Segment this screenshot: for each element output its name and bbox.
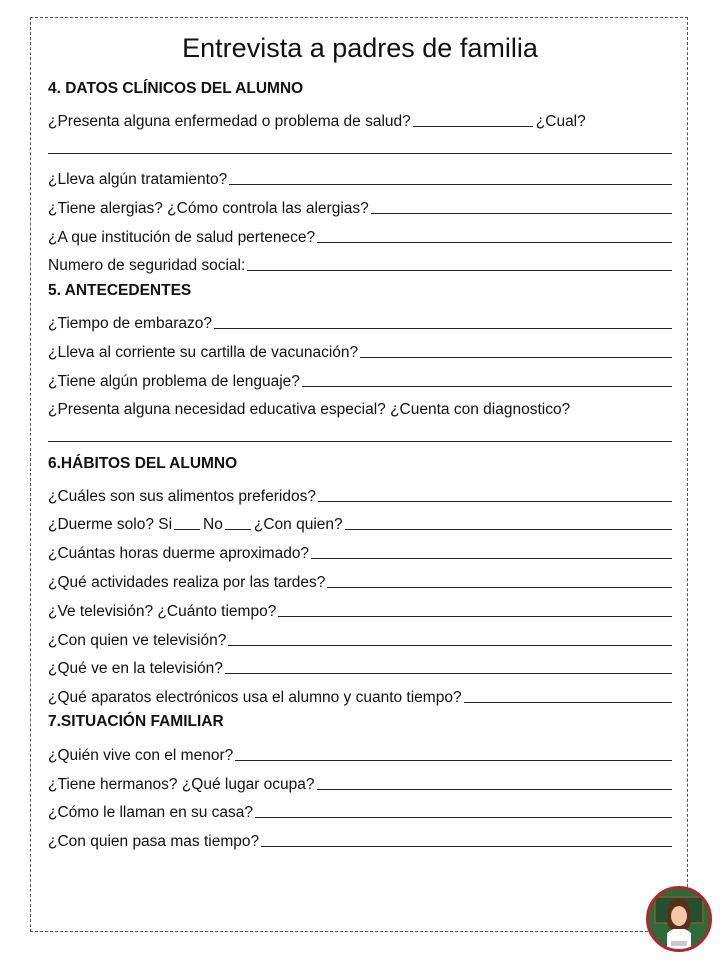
answer-blank[interactable] <box>255 817 672 818</box>
question-lenguaje <box>48 367 672 391</box>
question-label: ¿Qué actividades realiza por las tardes? <box>48 574 326 591</box>
question-label: ¿Cuántas horas duerme aproximado? <box>48 545 310 562</box>
question-llaman <box>48 798 672 822</box>
answer-blank[interactable] <box>229 184 672 185</box>
answer-blank[interactable] <box>317 789 672 790</box>
question-label: ¿Qué aparatos electrónicos usa el alumno y cuanto tiempo? <box>48 689 462 706</box>
section-situacion-familiar: 7.SITUACIÓN FAMILIAR <box>48 713 224 730</box>
answer-blank[interactable] <box>225 673 672 674</box>
question-label: ¿Con quien pasa mas tiempo? <box>48 833 260 850</box>
teacher-avatar-icon <box>649 889 709 949</box>
answer-blank-no[interactable] <box>225 529 251 530</box>
question-label: ¿Cuáles son sus alimentos preferidos? <box>48 488 316 505</box>
question-label: ¿Tiene algún problema de lenguaje? <box>48 373 300 390</box>
question-alimentos <box>48 482 672 506</box>
question-aparatos <box>48 683 672 707</box>
question-institucion <box>48 223 672 247</box>
question-label: ¿Presenta alguna necesidad educativa especial? ¿Cuenta con diagnostico? <box>48 401 571 418</box>
question-label: ¿Cual? <box>535 113 586 130</box>
question-television <box>48 597 672 621</box>
question-mas-tiempo <box>48 827 672 851</box>
question-label: ¿Qué ve en la televisión? <box>48 660 223 677</box>
question-label: ¿Con quien ve televisión? <box>48 632 227 649</box>
answer-blank[interactable] <box>317 242 672 243</box>
answer-blank[interactable] <box>413 126 533 127</box>
question-label: ¿Cómo le llaman en su casa? <box>48 804 254 821</box>
question-label: Numero de seguridad social: <box>48 257 246 274</box>
question-embarazo <box>48 309 672 333</box>
answer-blank[interactable] <box>327 587 672 588</box>
question-label: ¿Con quien? <box>253 516 343 533</box>
question-horas-sueno <box>48 539 672 563</box>
question-label: ¿Ve televisión? ¿Cuánto tiempo? <box>48 603 277 620</box>
answer-blank[interactable] <box>318 501 672 502</box>
question-label: ¿Duerme solo? Si <box>48 516 173 533</box>
answer-blank[interactable] <box>302 386 672 387</box>
section-antecedentes: 5. ANTECEDENTES <box>48 282 192 299</box>
question-hermanos <box>48 770 672 794</box>
answer-blank[interactable] <box>278 616 672 617</box>
answer-blank[interactable] <box>464 702 672 703</box>
answer-blank[interactable] <box>214 328 672 329</box>
question-label: ¿Lleva algún tratamiento? <box>48 171 228 188</box>
question-label: ¿Tiene alergias? ¿Cómo controla las alergias? <box>48 200 369 217</box>
question-label: ¿A que institución de salud pertenece? <box>48 229 316 246</box>
question-label: ¿Quién vive con el menor? <box>48 747 234 764</box>
answer-blank[interactable] <box>228 645 672 646</box>
question-duerme-solo <box>48 510 672 534</box>
question-label: ¿Presenta alguna enfermedad o problema de salud? <box>48 113 411 130</box>
answer-blank[interactable] <box>235 760 672 761</box>
question-vacunacion <box>48 338 672 362</box>
teacher-avatar-logo <box>646 886 712 952</box>
section-habitos: 6.HÁBITOS DEL ALUMNO <box>48 455 238 472</box>
question-label: No <box>203 516 223 533</box>
question-necesidad-educativa <box>48 395 672 419</box>
question-seguridad-social <box>48 251 672 275</box>
answer-blank-si[interactable] <box>174 529 200 530</box>
question-enfermedad <box>48 107 672 131</box>
question-vive <box>48 741 672 765</box>
question-alergias <box>48 194 672 218</box>
question-que-ve <box>48 654 672 678</box>
answer-blank[interactable] <box>261 846 672 847</box>
question-con-quien-tv <box>48 626 672 650</box>
question-label: ¿Tiempo de embarazo? <box>48 315 212 332</box>
answer-blank[interactable] <box>360 357 672 358</box>
page-title: Entrevista a padres de familia <box>182 33 538 63</box>
section-datos-clinicos: 4. DATOS CLÍNICOS DEL ALUMNO <box>48 80 304 97</box>
answer-blank[interactable] <box>345 529 672 530</box>
answer-blank[interactable] <box>371 213 672 214</box>
answer-blank[interactable] <box>48 153 672 154</box>
question-label: ¿Tiene hermanos? ¿Qué lugar ocupa? <box>48 776 315 793</box>
answer-blank[interactable] <box>48 441 672 442</box>
answer-blank[interactable] <box>247 270 672 271</box>
question-tratamiento <box>48 165 672 189</box>
page-frame <box>30 17 688 932</box>
question-actividades <box>48 568 672 592</box>
question-label: ¿Lleva al corriente su cartilla de vacunación? <box>48 344 359 361</box>
answer-blank[interactable] <box>311 558 672 559</box>
